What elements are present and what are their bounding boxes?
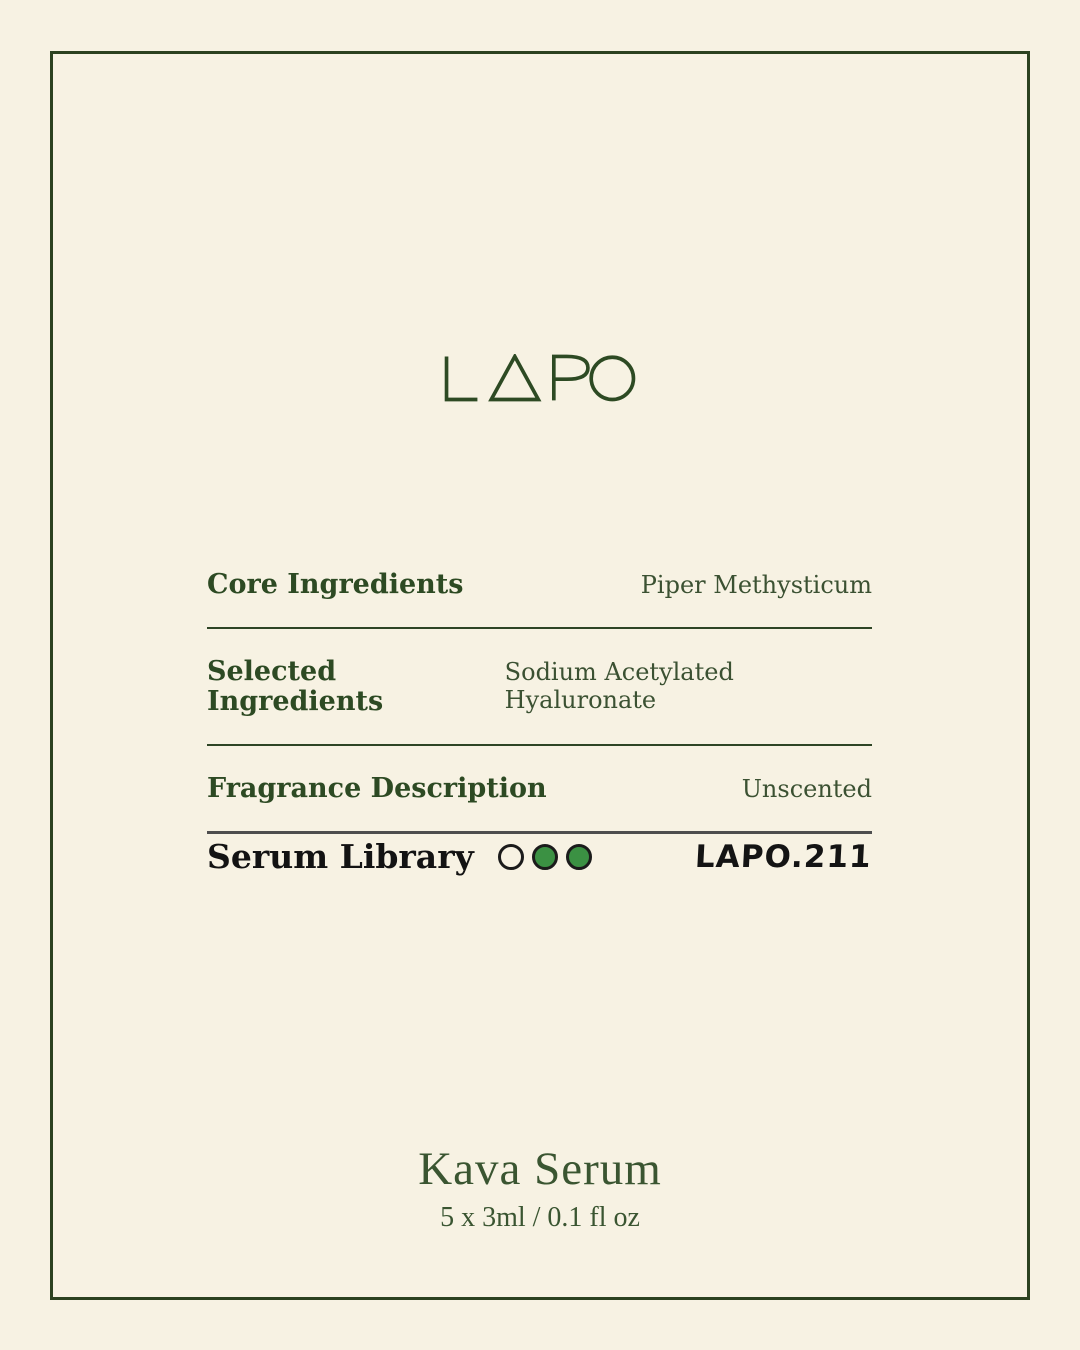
product-size: 5 x 3ml / 0.1 fl oz bbox=[440, 1202, 640, 1233]
product-name: Kava Serum bbox=[418, 1143, 662, 1195]
spec-value: Sodium Acetylated Hyaluronate bbox=[504, 658, 734, 714]
batch-dots bbox=[498, 844, 592, 870]
serum-library-label: Serum Library bbox=[207, 837, 474, 876]
dot-filled bbox=[532, 844, 558, 870]
serum-code: LAPO.211 bbox=[694, 839, 873, 875]
dot-filled bbox=[566, 844, 592, 870]
spec-row-core-ingredients bbox=[207, 570, 872, 629]
product-block bbox=[0, 1142, 1080, 1234]
spec-label: Fragrance Description bbox=[207, 773, 547, 804]
spec-value: Unscented bbox=[741, 775, 872, 803]
spec-value: Piper Methysticum bbox=[640, 571, 872, 599]
logo-letter-p bbox=[554, 356, 588, 400]
logo-letter-delta bbox=[491, 356, 538, 399]
lapo-logo-icon bbox=[440, 354, 640, 403]
spec-label: Core Ingredients bbox=[207, 569, 464, 600]
dot-hollow bbox=[498, 844, 524, 870]
spec-label: Selected Ingredients bbox=[207, 656, 384, 717]
logo-letter-l bbox=[447, 356, 478, 399]
ingredients-table bbox=[207, 570, 872, 834]
serum-library-row bbox=[207, 837, 872, 877]
brand-logo bbox=[0, 354, 1080, 407]
spec-row-selected-ingredients bbox=[207, 629, 872, 746]
spec-row-fragrance-description bbox=[207, 746, 872, 834]
logo-letter-o bbox=[591, 357, 633, 399]
